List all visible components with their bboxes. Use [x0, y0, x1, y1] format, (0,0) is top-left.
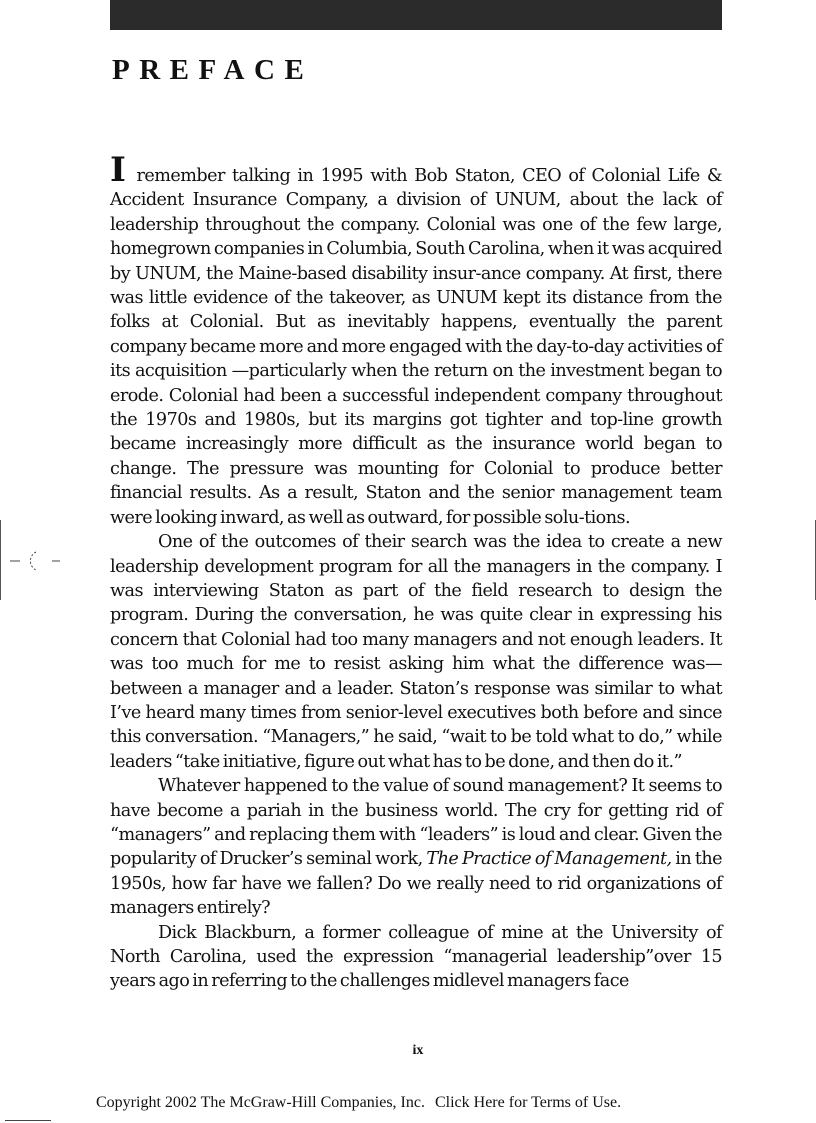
top-header-bar	[110, 0, 722, 30]
paragraph-3-text-b: in the 1950s, how far have we fallen? Do we really need to rid organizations of managers entirely?	[110, 849, 722, 919]
paragraph-3	[110, 774, 722, 920]
left-margin-line	[0, 520, 1, 600]
footer	[96, 1094, 621, 1112]
paragraph-1	[110, 150, 722, 530]
registration-mark-icon	[8, 548, 62, 574]
page-number: ix	[412, 1043, 424, 1058]
paragraph-3-text-a: Whatever happened to the value of sound management? It seems to have become a pariah in the business world. The cry for getting rid of “managers” and replacing them with “leaders” is loud and clear. Given the popularity of Drucker’s seminal work,	[110, 776, 722, 870]
drop-cap: I	[110, 150, 126, 190]
copyright-text: Copyright 2002 The McGraw-Hill Companies, Inc.	[96, 1094, 425, 1111]
paragraph-4: Dick Blackburn, a former colleague of mine at the University of North Carolina, used the expression “managerial leadership”over 15 years ago in referring to the challenges midlevel managers face	[110, 922, 722, 992]
terms-of-use-link[interactable]: Click Here for Terms of Use.	[434, 1094, 622, 1111]
paragraph-2: One of the outcomes of their search was the idea to create a new leadership development program for all the managers in the company. I was interviewing Staton as part of the field research to design the program. During the conversation, he was quite clear in expressing his concern that Colonial had too many managers and not enough leaders. It was too much for me to resist asking him what the difference was—between a manager and a leader. Staton’s response was similar to what I’ve heard many times from senior-level executives both before and since this conversation. “Managers,” he said, “wait to be told what to do,” while leaders “take initiative, figure out what has to be done, and then do it.”	[110, 532, 722, 772]
book-title-italic: The Practice of Management,	[426, 849, 672, 870]
paragraph-1-text: remember talking in 1995 with Bob Staton, CEO of Colonial Life & Accident Insurance Company, a division of UNUM, about the lack of leadership throughout the company. Colonial was one of the few large, homegrown companies in Columbia, South Carolina, when it was acquired by UNUM, the Maine-based disability insur-ance company. At first, there was little evidence of the takeover, as UNUM kept its distance from the folks at Colonial. But as inevitably happens, eventually the parent company became more and more engaged with the day-to-day activities of its acquisition —particularly when the return on the investment began to erode. Colonial had been a successful independent company throughout the 1970s and 1980s, but its margins got tighter and top-line growth became increasingly more difficult as the insurance world began to change. The pressure was mounting for Colonial to produce better financial results. As a result, Staton and the senior management team were looking inward, as well as outward, for possible solu-tions.	[110, 166, 722, 528]
page-title: PREFACE	[112, 54, 314, 86]
bottom-margin-rule	[5, 1120, 51, 1121]
preface-body	[110, 150, 722, 994]
